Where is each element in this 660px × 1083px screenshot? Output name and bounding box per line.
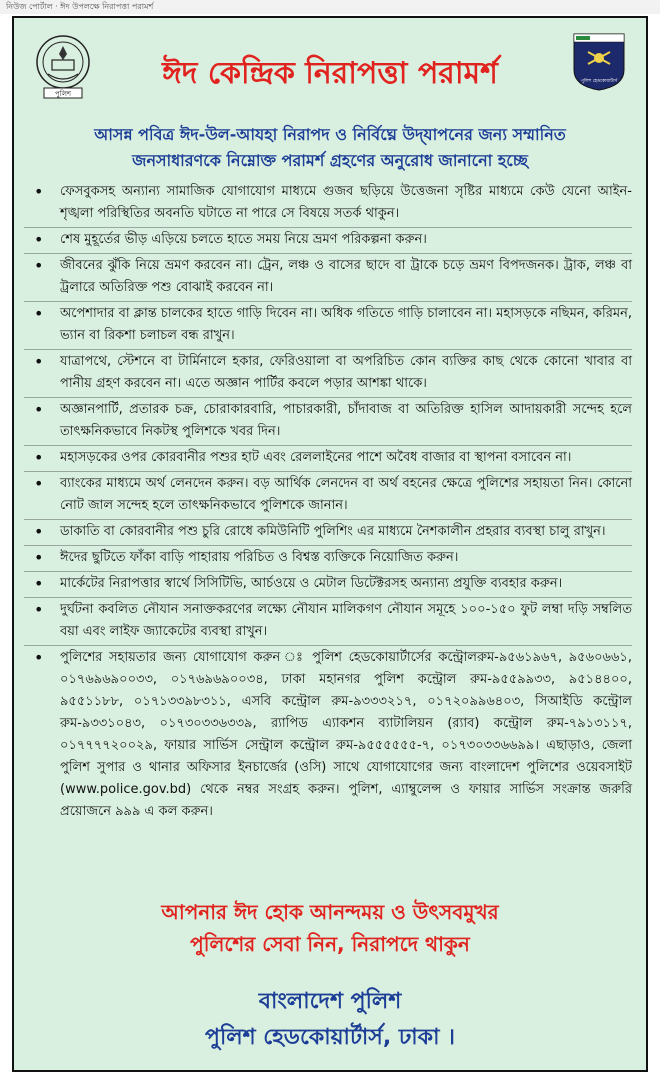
advisory-poster xyxy=(12,16,648,1072)
bullet-icon: • xyxy=(34,474,44,493)
closing-line-1: আপনার ঈদ হোক আনন্দময় ও উৎসবমুখর xyxy=(161,900,499,924)
bullet-icon: • xyxy=(34,574,44,593)
advice-item xyxy=(24,302,632,350)
advice-text: ব্যাংকের মাধ্যমে অর্থ লেনদেন করুন। বড় আর্থিক লেনদেন বা অর্থ বহনের ক্ষেত্রে পুলিশের সহায়তা নিন। কোনো নোট জাল সন্দেহ হলে তাৎক্ষনিকভাবে পুলিশকে জানান। xyxy=(60,476,632,513)
advice-text: জীবনের ঝুঁকি নিয়ে ভ্রমণ করবেন না। ট্রেন, লঞ্চ ও বাসের ছাদে বা ট্রাকে চড়ে ভ্রমণ বিপদজনক। ট্রাক, লঞ্চ বা ট্রলারে অতিরিক্ত পশু বোঝাই করবেন না। xyxy=(60,258,632,295)
advice-item xyxy=(24,254,632,302)
advice-text: ঈদের ছুটিতে ফাঁকা বাড়ি পাহারায় পরিচিত ও বিশ্বস্ত ব্যক্তিকে নিয়োজিত করুন। xyxy=(60,550,459,565)
advice-item xyxy=(24,598,632,646)
advice-list xyxy=(24,180,632,825)
advice-text: অজ্ঞানপার্টি, প্রতারক চক্র, চোরাকারবারি, পাচারকারী, চাঁদাবাজ বা অতিরিক্ত হাসিল আদায়কারী সন্দেহ হলে তাৎক্ষনিকভাবে নিকটস্থ পুলিশকে খবর দিন। xyxy=(60,402,632,439)
advice-text: শেষ মুহূর্তের ভীড় এড়িয়ে চলতে হাতে সময় নিয়ে ভ্রমণ পরিকল্পনা করুন। xyxy=(60,232,427,247)
advice-item xyxy=(24,180,632,228)
bullet-icon: • xyxy=(34,352,44,371)
bullet-icon: • xyxy=(34,304,44,323)
police-emblem-logo xyxy=(34,32,92,102)
advice-text: মার্কেটের নিরাপত্তার স্বার্থে সিসিটিভি, আর্চওয়ে ও মেটাল ডিটেক্টরসহ অন্যান্য প্রযুক্তি ব্যবহার করুন। xyxy=(60,576,563,591)
subtitle xyxy=(32,122,628,174)
advice-item xyxy=(24,472,632,520)
bullet-icon: • xyxy=(34,448,44,467)
left-logo-text: পুলিশ xyxy=(54,90,72,98)
advice-item xyxy=(24,228,632,254)
advice-item xyxy=(24,350,632,398)
bullet-icon: • xyxy=(34,648,44,667)
advice-text: পুলিশের সহায়তার জন্য যোগাযোগ করুন ঃ পুলিশ হেডকোয়ার্টার্সের কন্ট্রোলরুম-৯৫৬১৯৬৭, ৯৫৬০৬৬১, ০১৭৬৯৬৯০০৩৩, ০১৭৬৯৬৯০০৩৪, ঢাকা মহানগর পুলিশ কন্ট্রোল রুম-৯৫৫৯৯৩৩, ৯৫১৪৪০০, ৯৫৫১১৮৮, ০১৭১৩৩৯৮৩১১, এসবি কন্ট্রোল রুম-৯৩৩৩২১৭, ০১৭২০৯৯৬৪০৩, সিআইডি কন্ট্রোল রুম-৯৩৩১০৪৩, ০১৭৩০৩৩৬৩৩৯, র‍্যাপিড এ্যাকশন ব্যাটালিয়ন (র‍্যাব) কন্ট্রোল রুম-৭৯১৩১১৭, ০১৭৭৭৭২০০২৯, ফায়ার সার্ভিস সেন্ট্রাল কন্ট্রোল রুম-৯৫৫৫৫৫৫-৭, ০১৭৩০৩৩৬৬৯৯। এছাড়াও, জেলা পুলিশ সুপার ও থানার অফিসার ইনচার্জের (ওসি) সাথে যোগাযোগের জন্য বাংলাদেশ পুলিশের ওয়েবসাইট (www.police.gov.bd) থেকে নম্বর সংগ্রহ করুন। পুলিশ, এ্যাম্বুলেন্স ও ফায়ার সার্ভিস সংক্রান্ত জরুরি প্রয়োজনে ৯৯৯ এ কল করুন। xyxy=(60,650,632,819)
advice-item xyxy=(24,446,632,472)
closing-line-2: পুলিশের সেবা নিন, নিরাপদে থাকুন xyxy=(190,932,470,956)
bullet-icon: • xyxy=(34,400,44,419)
bullet-icon: • xyxy=(34,522,44,541)
headquarters-crest-logo xyxy=(570,30,628,92)
signature-block xyxy=(34,984,626,1056)
advice-item-contacts xyxy=(24,646,632,825)
advice-item xyxy=(24,520,632,546)
advice-text: দুর্ঘটনা কবলিত নৌযান সনাক্তকরণের লক্ষ্যে নৌযান মালিকগণ নৌযান সমূহে ১০০-১৫০ ফুট লম্বা দড়ি সম্বলিত বয়া এবং লাইফ জ্যাকেটের ব্যবস্থা রাখুন। xyxy=(60,602,632,639)
bullet-icon: • xyxy=(34,182,44,201)
page-title: ঈদ কেন্দ্রিক নিরাপত্তা পরামর্শ xyxy=(162,56,498,91)
advice-item xyxy=(24,546,632,572)
advice-text: ডাকাতি বা কোরবানীর পশু চুরি রোধে কমিউনিটি পুলিশিং এর মাধ্যমে নৈশকালীন প্রহরার ব্যবস্থা চালু রাখুন। xyxy=(60,524,606,539)
advice-item xyxy=(24,572,632,598)
bullet-icon: • xyxy=(34,548,44,567)
right-logo-text: পুলিশ হেডকোয়ার্টার্স xyxy=(580,79,618,84)
advice-text: মহাসড়কের ওপর কোরবানীর পশুর হাট এবং রেললাইনের পাশে অবৈধ বাজার বা স্থাপনা বসাবেন না। xyxy=(60,450,572,465)
signature-line-2: পুলিশ হেডকোয়ার্টার্স, ঢাকা । xyxy=(205,1025,455,1050)
subtitle-line-1: আসন্ন পবিত্র ঈদ-উল-আযহা নিরাপদ ও নির্বিঘ্নে উদ্‌যাপনের জন্য সম্মানিত xyxy=(94,125,566,144)
top-caption-strip: নিউজ পোর্টাল · ঈদ উপলক্ষে নিরাপত্তা পরামর্শ xyxy=(0,0,660,14)
signature-line-1: বাংলাদেশ পুলিশ xyxy=(258,989,402,1014)
advice-text: অপেশাদার বা ক্লান্ত চালকের হাতে গাড়ি দিবেন না। অধিক গতিতে গাড়ি চালাবেন না। মহাসড়কে নছিমন, করিমন, ভ্যান বা রিকশা চলাচল বন্ধ রাখুন। xyxy=(60,306,632,343)
subtitle-line-2: জনসাধারণকে নিম্নোক্ত পরামর্শ গ্রহণের অনুরোধ জানানো হচ্ছে xyxy=(132,151,528,170)
advice-text: ফেসবুকসহ অন্যান্য সামাজিক যোগাযোগ মাধ্যমে গুজব ছড়িয়ে উত্তেজনা সৃষ্টির মাধ্যমে কেউ যেনো আইন-শৃঙ্খলা পরিস্থিতির অবনতি ঘটাতে না পারে সে বিষয়ে সতর্ক থাকুন। xyxy=(60,184,632,221)
bullet-icon: • xyxy=(34,230,44,249)
bullet-icon: • xyxy=(34,256,44,275)
advice-item xyxy=(24,398,632,446)
closing-message xyxy=(34,896,626,960)
bullet-icon: • xyxy=(34,600,44,619)
advice-text: যাত্রাপথে, স্টেশনে বা টার্মিনালে হকার, ফেরিওয়ালা বা অপরিচিত কোন ব্যক্তির কাছ থেকে কোনো খাবার বা পানীয় গ্রহণ করবেন না। এতে অজ্ঞান পার্টির কবলে পড়ার আশঙ্কা থাকে। xyxy=(60,354,632,391)
